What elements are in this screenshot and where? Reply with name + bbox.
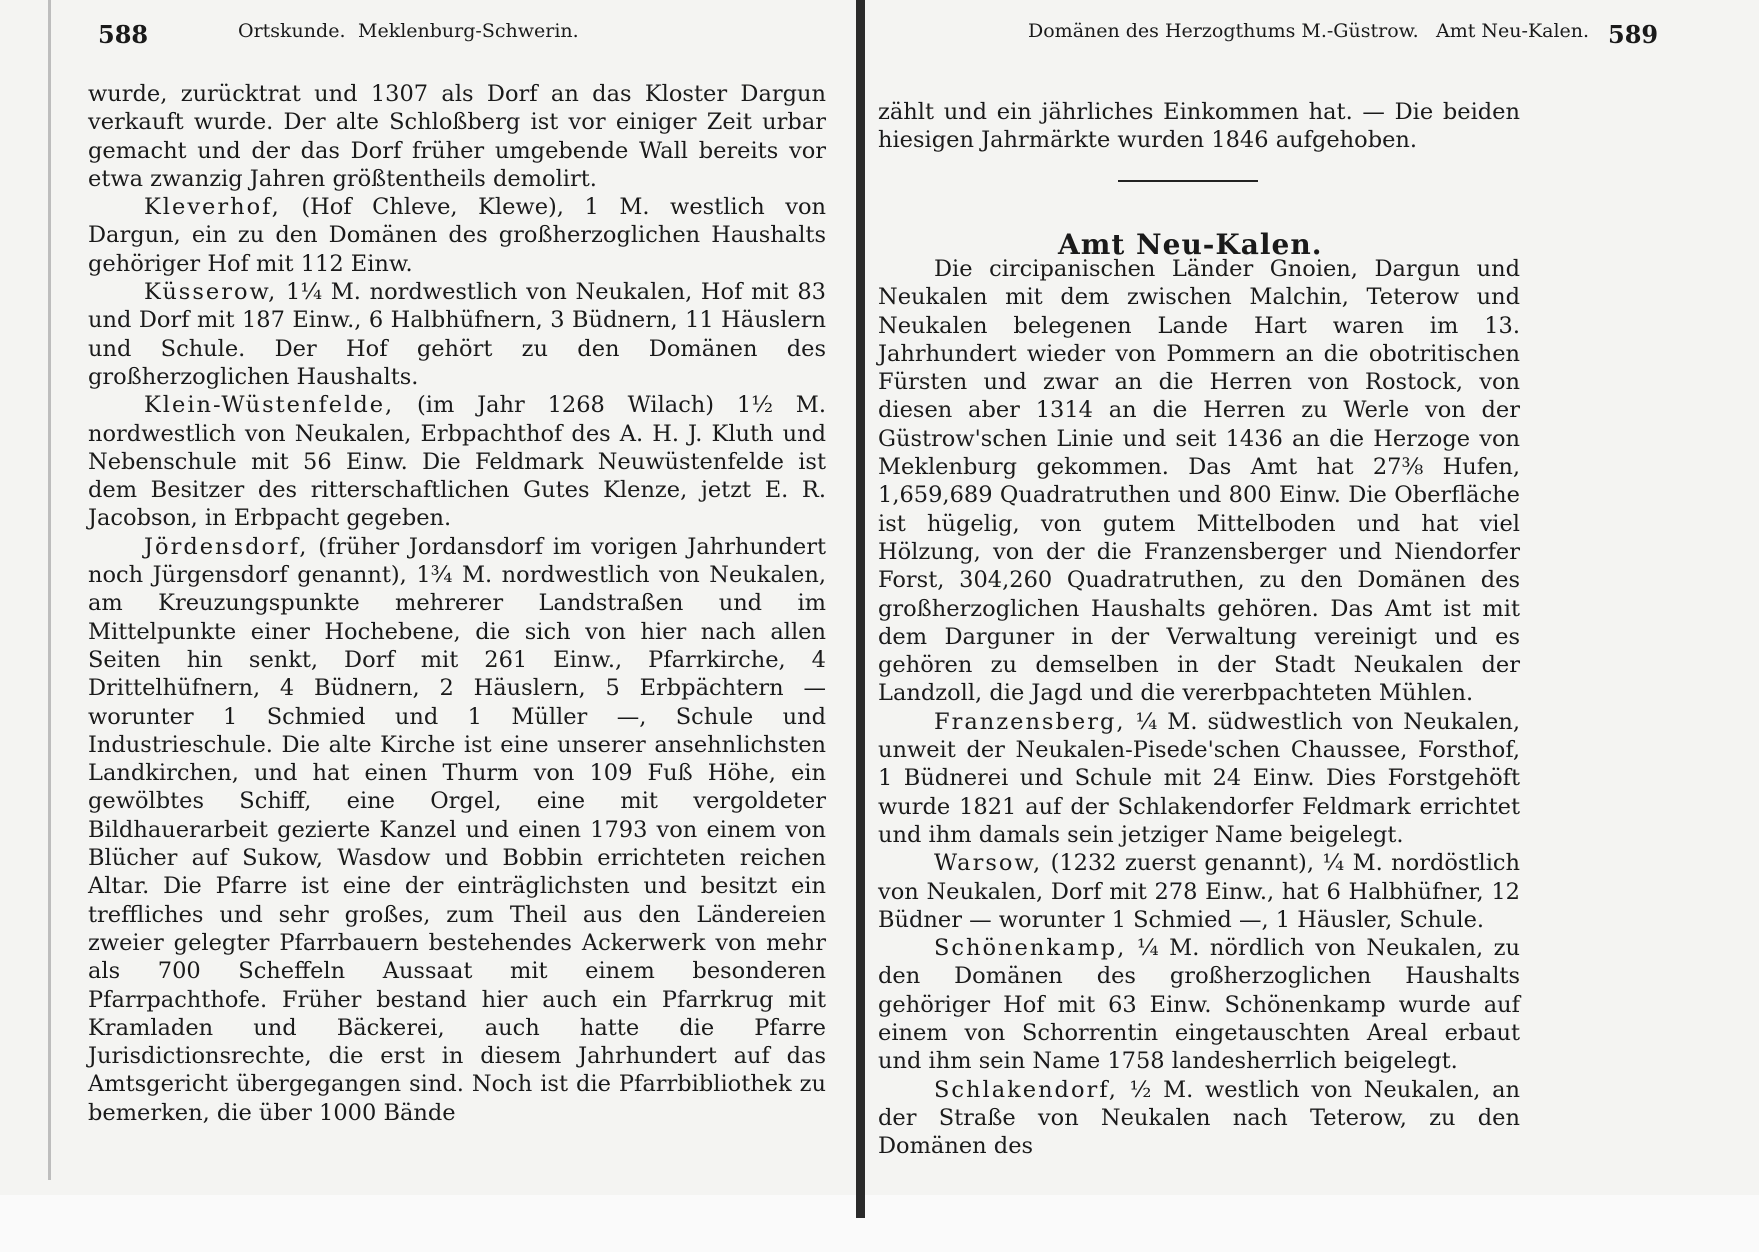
- entry-schoenenkamp: Schönenkamp, ¼ M. nördlich von Neukalen, zu den Domänen des großherzoglichen Haushalts gehöriger Hof mit 63 Einw. Schönenkamp wurde auf einem von Schorrentin eingetauschten Areal erbaut und ihm sein Name 1758 landesherrlich beigelegt.: [878, 935, 1520, 1075]
- entry-klein-wuestenfelde: Klein-Wüstenfelde, (im Jahr 1268 Wilach) 1½ M. nordwestlich von Neukalen, Erbpachthof des A. H. J. Kluth und Nebenschule mit 56 Einw. Die Feldmark Neuwüstenfelde ist dem Besitzer des ritterschaftlichen Gutes Klenze, jetzt E. R. Jacobson, in Erbpacht gegeben.: [88, 392, 826, 532]
- left-page-number: 588: [98, 20, 149, 49]
- section-divider: [1118, 180, 1258, 182]
- place-name: Franzensberg,: [934, 708, 1126, 735]
- left-page: [0, 0, 868, 1252]
- entry-franzensberg: Franzensberg, ¼ M. südwestlich von Neukalen, unweit der Neukalen-Pisede'schen Chaussee, Forsthof, 1 Büdnerei und Schule mit 24 Einw. Dies Forstgehöft wurde 1821 auf der Schlakendorfer Feldmark errichtet und ihm damals sein jetziger Name beigelegt.: [878, 708, 1520, 848]
- entry-schlakendorf: Schlakendorf, ½ M. westlich von Neukalen, an der Straße von Neukalen nach Teterow, zu den Domänen des: [878, 1076, 1520, 1160]
- right-text-column: [878, 255, 1520, 1161]
- right-header-section: Amt Neu-Kalen.: [1436, 20, 1590, 42]
- paragraph: zählt und ein jährliches Einkommen hat. — Die beiden hiesigen Jahrmärkte wurden 1846 aufgehoben.: [878, 99, 1520, 154]
- left-header-section: Ortskunde.: [238, 20, 346, 42]
- place-name: Kleverhof,: [144, 194, 281, 221]
- right-page-number: 589: [1608, 20, 1659, 49]
- entry-kuesserow: Küsserow, 1¼ M. nordwestlich von Neukalen, Hof mit 83 und Dorf mit 187 Einw., 6 Halbhüfnern, 3 Büdnern, 11 Häuslern und Schule. Der Hof gehört zu den Domänen des großherzoglichen Haushalts.: [88, 279, 826, 390]
- left-header-title: Meklenburg-Schwerin.: [358, 20, 579, 42]
- place-name: Schönenkamp,: [934, 935, 1127, 962]
- entry-joerdensdorf: Jördensdorf, (früher Jordansdorf im vorigen Jahrhundert noch Jürgensdorf genannt), 1¾ M. nordwestlich von Neukalen, am Kreuzungspunkte mehrerer Landstraßen und im Mittelpunkte einer Hochebene, die sich von hier nach allen Seiten hin senkt, Dorf mit 261 Einw., Pfarrkirche, 4 Drittelhüfnern, 4 Büdnern, 2 Häuslern, 5 Erbpächtern — worunter 1 Schmied und 1 Müller —, Schule und Industrieschule. Die alte Kirche ist eine unserer ansehnlichsten Landkirchen, und hat einen Thurm von 109 Fuß Höhe, ein gewölbtes Schiff, eine Orgel, eine mit vergoldeter Bildhauerarbeit gezierte Kanzel und einen 1793 von einem von Blücher auf Sukow, Wasdow und Bobbin errichteten reichen Altar. Die Pfarre ist eine der einträglichsten und besitzt ein treffliches und sehr großes, zum Theil aus den Ländereien zweier gelegter Pfarrbauern bestehendes Ackerwerk von mehr als 700 Scheffeln Aussaat mit einem besonderen Pfarrpachthofe. Früher bestand hier auch ein Pfarrkrug mit Kramladen und Bäckerei, auch hatte die Pfarre Jurisdictionsrechte, die erst in diesem Jahrhundert auf das Amtsgericht übergegangen sind. Noch ist die Pfarrbibliothek zu bemerken, die über 1000 Bände: [88, 533, 826, 1126]
- paragraph: Die circipanischen Länder Gnoien, Dargun und Neukalen mit dem zwischen Malchin, Teterow und Neukalen belegenen Lande Hart waren im 13. Jahrhundert wieder von Pommern an die obotritischen Fürsten und zwar an die Herren von Rostock, von diesen aber 1314 an die Herren zu Werle von der Güstrow'schen Linie und seit 1436 an die Herzoge von Meklenburg gekommen. Das Amt hat 27⅜ Hufen, 1,659,689 Quadratruthen und 800 Einw. Die Oberfläche ist hügelig, von gutem Mittelboden und hat viel Hölzung, von der die Franzensberger und Niendorfer Forst, 304,260 Quadratruthen, zu den Domänen des großherzoglichen Haushalts gehören. Das Amt ist mit dem Darguner in der Verwaltung vereinigt und es gehören zu demselben in der Stadt Neukalen der Landzoll, die Jagd und die vererbpachteten Mühlen.: [878, 256, 1520, 707]
- left-text-column: [88, 80, 826, 1127]
- place-name: Jördensdorf,: [144, 533, 309, 560]
- section-title: Amt Neu-Kalen.: [1058, 228, 1323, 261]
- entry-kleverhof: Kleverhof, (Hof Chleve, Klewe), 1 M. westlich von Dargun, ein zu den Domänen des großherzoglichen Haushalts gehöriger Hof mit 112 Einw.: [88, 194, 826, 277]
- right-header-title: Domänen des Herzogthums M.-Güstrow.: [1028, 20, 1419, 42]
- right-intro-text: [878, 98, 1520, 155]
- place-name: Schlakendorf,: [934, 1076, 1118, 1103]
- place-name: Küsserow,: [144, 279, 278, 306]
- right-page: [868, 0, 1759, 1252]
- entry-warsow: Warsow, (1232 zuerst genannt), ¼ M. nordöstlich von Neukalen, Dorf mit 278 Einw., hat 6 Halbhüfner, 12 Büdner — worunter 1 Schmied —, 1 Häusler, Schule.: [878, 850, 1520, 933]
- paragraph: wurde, zurücktrat und 1307 als Dorf an das Kloster Dargun verkauft wurde. Der alte Schloßberg ist vor einiger Zeit urbar gemacht und der das Dorf früher umgebende Wall bereits vor etwa zwanzig Jahren größtentheils demolirt.: [88, 81, 826, 192]
- place-name: Klein-Wüstenfelde,: [144, 392, 395, 419]
- place-name: Warsow,: [934, 850, 1043, 877]
